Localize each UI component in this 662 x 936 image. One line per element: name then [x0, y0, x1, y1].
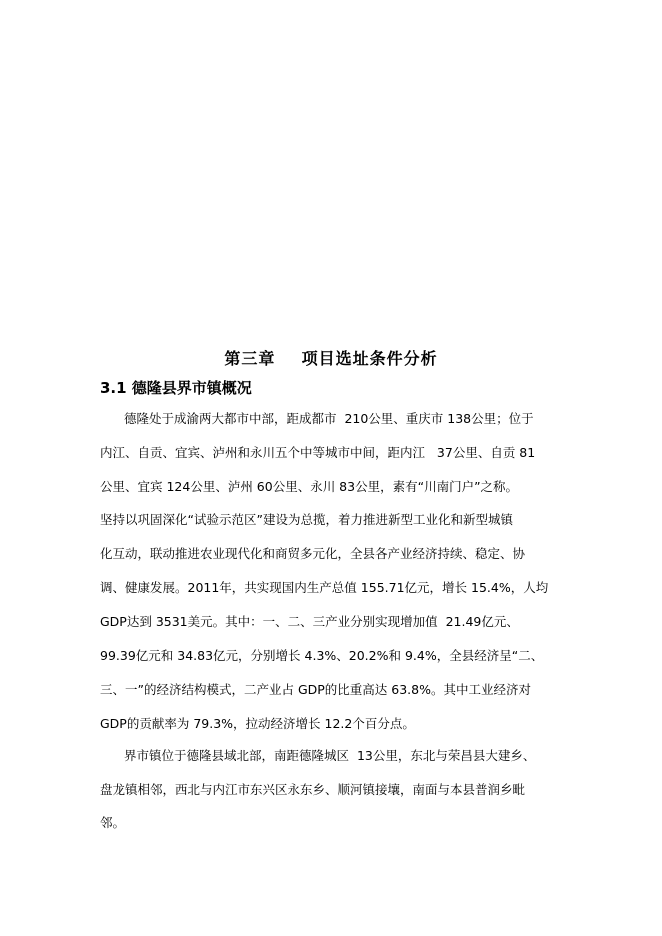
paragraph-line: 99.39亿元和 34.83亿元，分别增长 4.3%、20.2%和 9.4%，全县经济呈“二、 [100, 648, 544, 663]
paragraph-line: 坚持以巩固深化“试验示范区”建设为总揽，着力推进新型工业化和新型城镇 [100, 512, 513, 527]
paragraph-line: 盘龙镇相邻，西北与内江市东兴区永东乡、顺河镇接壤，南面与本县普润乡毗 [100, 782, 526, 797]
paragraph-line: 化互动，联动推进农业现代化和商贸多元化，全县各产业经济持续、稳定、协 [100, 546, 526, 561]
paragraph-line: GDP达到 3531美元。其中：一、二、三产业分别实现增加值 21.49亿元、 [100, 614, 519, 629]
paragraph-line: 邻。 [100, 815, 126, 830]
paragraph-line: 三、一”的经济结构模式，二产业占 GDP的比重高达 63.8%。其中工业经济对 [100, 682, 531, 697]
paragraph-line: 调、健康发展。2011年，共实现国内生产总值 155.71亿元，增长 15.4%，人均 [100, 580, 549, 595]
section-title: 3.1 德隆县界市镇概况 [100, 379, 252, 397]
paragraph-line: 界市镇位于德隆县域北部，南距德隆城区 13公里，东北与荣昌县大建乡、 [124, 748, 536, 763]
chapter-title: 第三章 项目选址条件分析 [224, 349, 438, 368]
paragraph-line: GDP的贡献率为 79.3%，拉动经济增长 12.2个百分点。 [100, 716, 415, 731]
paragraph-line: 内江、自贡、宜宾、泸州和永川五个中等城市中间，距内江 37公里、自贡 81 [100, 445, 536, 460]
paragraph-line: 德隆处于成渝两大都市中部，距成都市 210公里、重庆市 138公里；位于 [124, 411, 534, 426]
paragraph-line: 公里、宜宾 124公里、泸州 60公里、永川 83公里，素有“川南门户”之称。 [100, 479, 519, 494]
